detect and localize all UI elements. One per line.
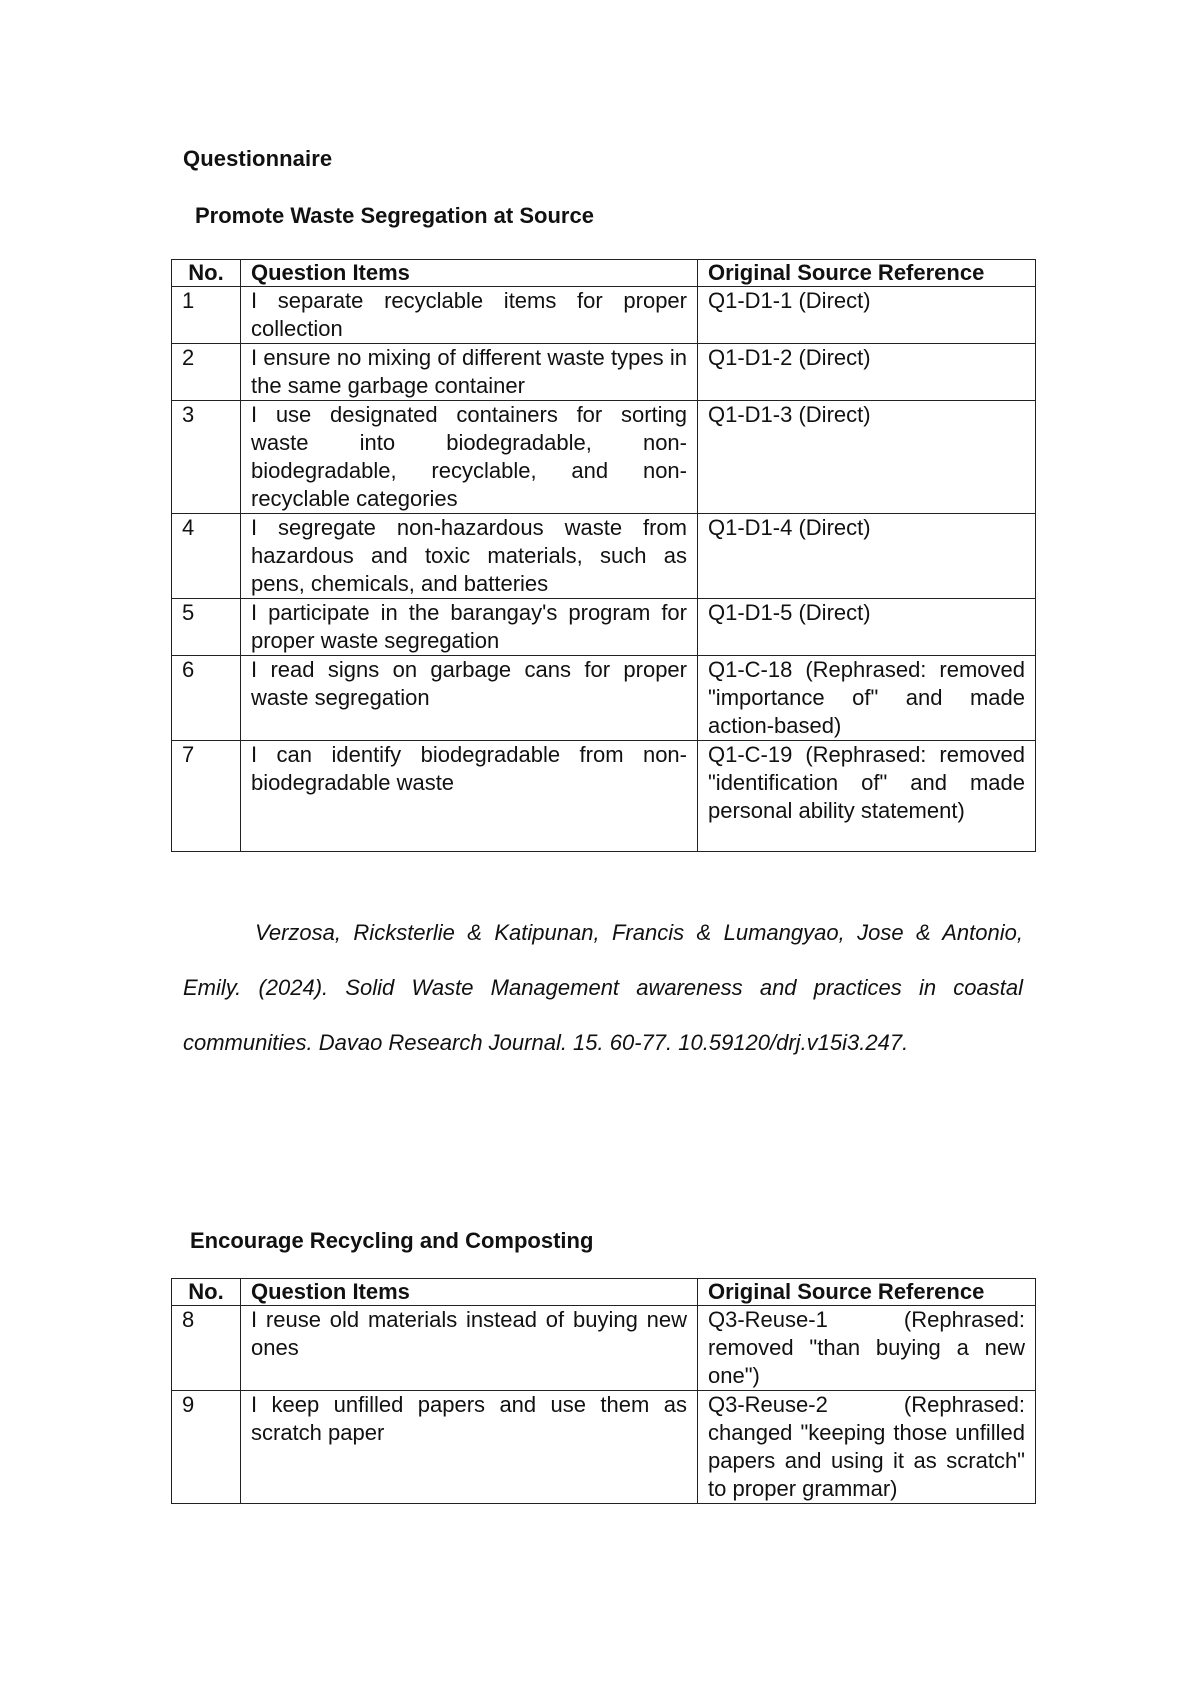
table-row [172, 741, 1036, 852]
question-item: I ensure no mixing of different waste types in the same garbage container [241, 344, 698, 401]
question-item: I segregate non-hazardous waste from hazardous and toxic materials, such as pens, chemicals, and batteries [241, 514, 698, 599]
segregation-table [171, 259, 1036, 852]
table-row [172, 401, 1036, 514]
column-header-no: No. [172, 260, 241, 287]
source-reference: Q1-C-19 (Rephrased: removed "identification of" and made personal ability statement) [698, 741, 1036, 852]
row-number: 1 [172, 287, 241, 344]
question-item: I keep unfilled papers and use them as scratch paper [241, 1391, 698, 1504]
table-header-row [172, 1279, 1036, 1306]
row-number: 8 [172, 1306, 241, 1391]
source-reference: Q1-D1-1 (Direct) [698, 287, 1036, 344]
section-heading-recycling: Encourage Recycling and Composting [190, 1228, 594, 1253]
row-number: 9 [172, 1391, 241, 1504]
citation-paragraph [183, 905, 1023, 1070]
column-header-source-reference: Original Source Reference [698, 260, 1036, 287]
table-row [172, 514, 1036, 599]
table-header-row [172, 260, 1036, 287]
document-title: Questionnaire [183, 146, 333, 171]
source-reference: Q1-D1-4 (Direct) [698, 514, 1036, 599]
row-number: 5 [172, 599, 241, 656]
citation-text: Verzosa, Ricksterlie & Katipunan, Francis & Lumangyao, Jose & Antonio, Emily. (2024). Solid Waste Management awareness and practices in coastal communities. Davao Research Journal. 15. 60-77. 10.59120/drj.v15i3.247. [183, 920, 1023, 1055]
source-reference: Q1-C-18 (Rephrased: removed "importance of" and made action-based) [698, 656, 1036, 741]
source-reference: Q1-D1-3 (Direct) [698, 401, 1036, 514]
table-row [172, 287, 1036, 344]
table-row [172, 599, 1036, 656]
column-header-no: No. [172, 1279, 241, 1306]
table-row [172, 656, 1036, 741]
row-number: 4 [172, 514, 241, 599]
question-item: I participate in the barangay's program for proper waste segregation [241, 599, 698, 656]
row-number: 6 [172, 656, 241, 741]
section-heading-segregation: Promote Waste Segregation at Source [195, 203, 594, 228]
source-reference: Q3-Reuse-2 (Rephrased: changed "keeping those unfilled papers and using it as scratch" to proper grammar) [698, 1391, 1036, 1504]
question-item: I can identify biodegradable from non-biodegradable waste [241, 741, 698, 852]
source-reference: Q1-D1-2 (Direct) [698, 344, 1036, 401]
question-item: I reuse old materials instead of buying new ones [241, 1306, 698, 1391]
table-row [172, 1391, 1036, 1504]
source-reference: Q3-Reuse-1 (Rephrased: removed "than buying a new one") [698, 1306, 1036, 1391]
column-header-source-reference: Original Source Reference [698, 1279, 1036, 1306]
column-header-question-items: Question Items [241, 260, 698, 287]
question-item: I separate recyclable items for proper collection [241, 287, 698, 344]
row-number: 2 [172, 344, 241, 401]
table-row [172, 1306, 1036, 1391]
table-row [172, 344, 1036, 401]
recycling-table [171, 1278, 1036, 1504]
column-header-question-items: Question Items [241, 1279, 698, 1306]
question-item: I use designated containers for sorting waste into biodegradable, non-biodegradable, recyclable, and non-recyclable categories [241, 401, 698, 514]
row-number: 7 [172, 741, 241, 852]
row-number: 3 [172, 401, 241, 514]
source-reference: Q1-D1-5 (Direct) [698, 599, 1036, 656]
question-item: I read signs on garbage cans for proper waste segregation [241, 656, 698, 741]
